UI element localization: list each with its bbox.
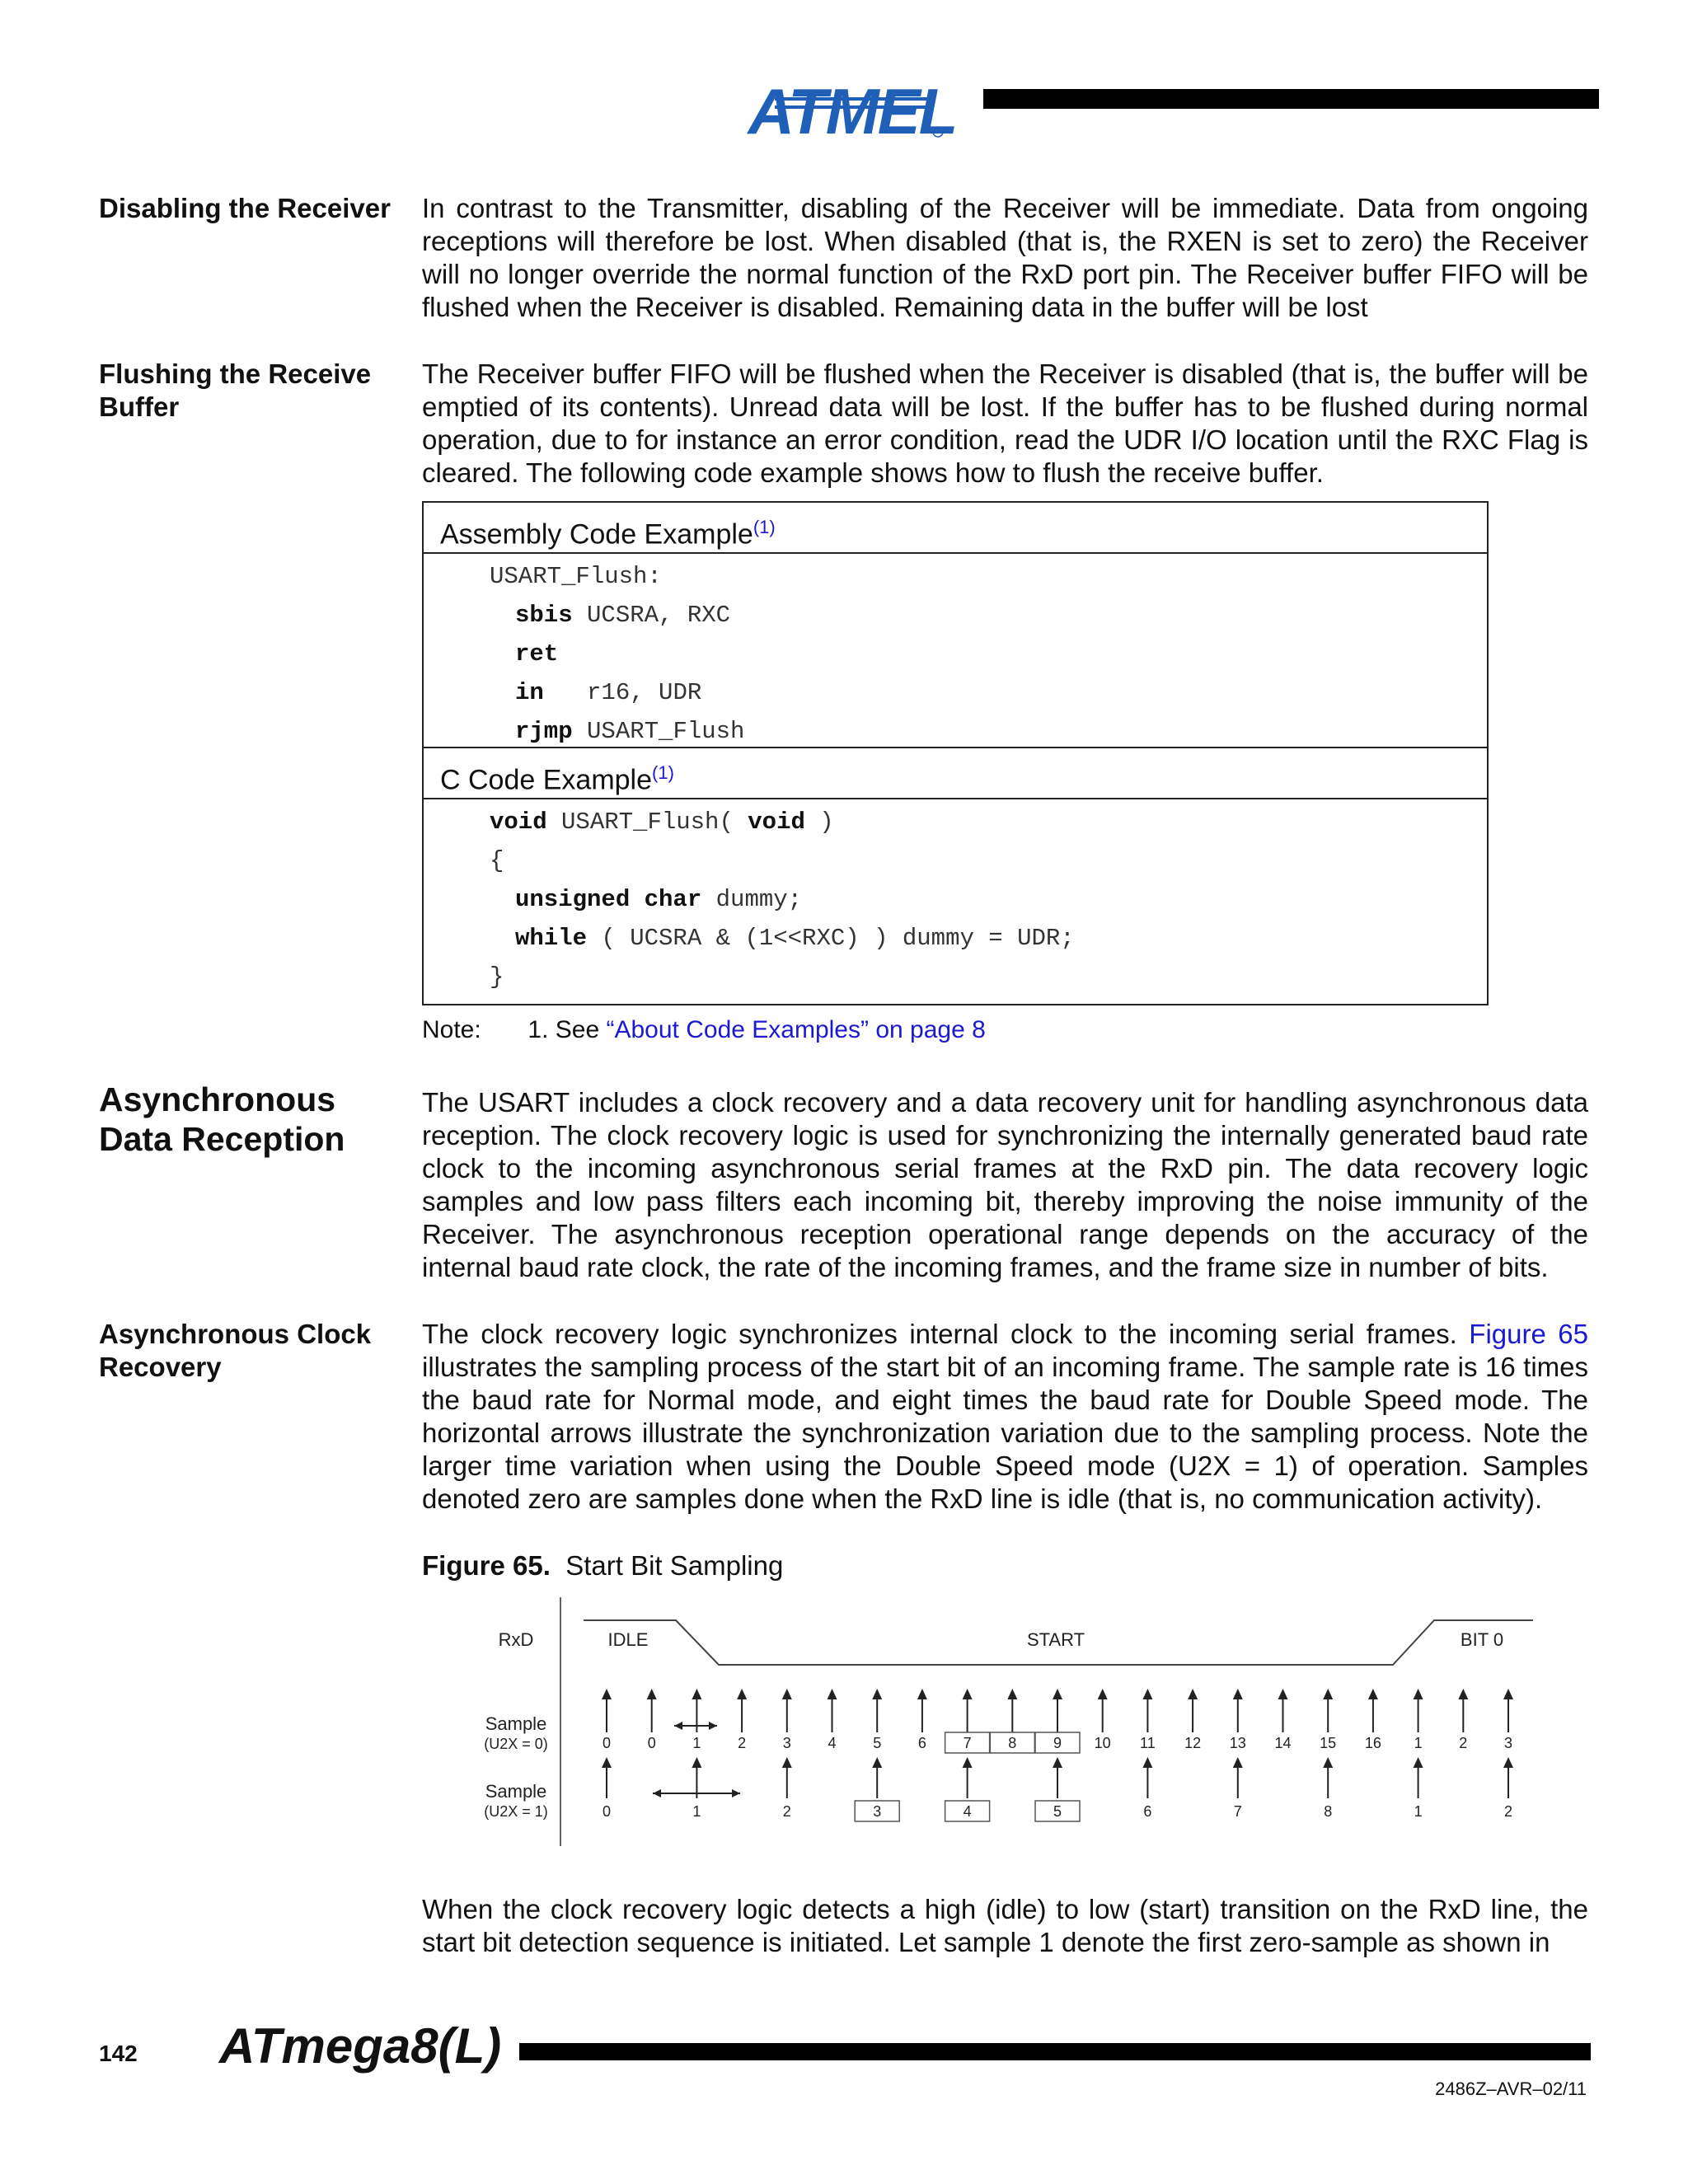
c-line: { xyxy=(490,847,504,874)
sample-marker xyxy=(782,1757,792,1820)
sample-label: 5 xyxy=(1053,1803,1062,1820)
sample-label-u2x1: Sample xyxy=(485,1781,547,1802)
sample-label: 10 xyxy=(1094,1735,1111,1751)
sample-marker xyxy=(782,1689,792,1751)
sample-marker xyxy=(647,1689,657,1751)
note-link[interactable]: “About Code Examples” on page 8 xyxy=(606,1016,986,1043)
asm-title: Assembly Code Example xyxy=(440,518,753,551)
sample-label: 15 xyxy=(1320,1735,1337,1751)
sample-marker xyxy=(1035,1757,1080,1821)
heading-async-clock-recovery: Asynchronous Clock Recovery xyxy=(99,1319,372,1382)
sample-marker xyxy=(917,1689,927,1751)
sample-marker xyxy=(737,1689,747,1751)
sample-marker xyxy=(1230,1689,1246,1751)
sample-arrowhead xyxy=(917,1689,927,1699)
sample-marker xyxy=(990,1689,1034,1753)
sample-arrowhead xyxy=(828,1689,837,1699)
rxd-label: RxD xyxy=(498,1629,534,1650)
sample-arrowhead xyxy=(872,1757,882,1768)
sample-marker xyxy=(1320,1689,1336,1751)
sample-arrowhead xyxy=(1278,1689,1288,1699)
sample-marker xyxy=(1142,1757,1152,1820)
sample-label: 3 xyxy=(1503,1735,1513,1751)
sample-arrowhead xyxy=(602,1757,612,1768)
sync-arrowhead-right xyxy=(732,1789,740,1797)
u2x0-sample-row xyxy=(602,1689,1513,1753)
sample-arrowhead xyxy=(1368,1689,1378,1699)
sample-marker xyxy=(1414,1757,1423,1820)
sample-label: 14 xyxy=(1274,1735,1292,1751)
sample-label: 4 xyxy=(963,1803,972,1820)
u2x0-label: (U2X = 0) xyxy=(484,1736,548,1752)
bit0-label: BIT 0 xyxy=(1460,1629,1504,1650)
sample-marker xyxy=(1323,1757,1333,1820)
sample-marker xyxy=(1035,1689,1080,1753)
sample-label: 8 xyxy=(1324,1803,1333,1820)
asm-code xyxy=(424,554,1487,748)
sample-label: 8 xyxy=(1008,1735,1017,1751)
asm-title-row xyxy=(424,503,1487,554)
sample-marker xyxy=(602,1689,612,1751)
u2x1-sample-row xyxy=(602,1757,1513,1821)
sample-label: 0 xyxy=(602,1803,612,1820)
sample-marker xyxy=(1233,1757,1243,1820)
c-line: void USART_Flush( void ) xyxy=(490,808,834,836)
sample-arrowhead xyxy=(1458,1689,1468,1699)
sample-label: 12 xyxy=(1184,1735,1202,1751)
sample-label-u2x0: Sample xyxy=(485,1713,547,1734)
sample-arrowhead xyxy=(1007,1689,1017,1699)
sample-label: 3 xyxy=(873,1803,882,1820)
sample-marker xyxy=(692,1757,701,1820)
sample-arrowhead xyxy=(1053,1689,1062,1699)
asm-line: in r16, UDR xyxy=(515,679,702,706)
sample-label: 7 xyxy=(1233,1803,1242,1820)
c-line: while ( UCSRA & (1<<RXC) ) dummy = UDR; xyxy=(515,925,1075,952)
sample-arrowhead xyxy=(782,1757,792,1768)
sample-label: 2 xyxy=(782,1803,791,1820)
c-line: unsigned char dummy; xyxy=(515,886,803,913)
footer-title: ATmega8(L) xyxy=(219,2018,502,2074)
heading-flushing-buffer: Flushing the Receive Buffer xyxy=(99,359,372,422)
sample-label: 0 xyxy=(602,1735,612,1751)
sample-arrowhead xyxy=(1053,1757,1062,1768)
c-title-row xyxy=(424,748,1487,799)
sample-arrowhead xyxy=(692,1689,701,1699)
sample-label: 4 xyxy=(828,1735,837,1751)
c-code xyxy=(424,799,1487,996)
sample-label: 6 xyxy=(917,1735,926,1751)
sample-arrowhead xyxy=(1323,1689,1333,1699)
sample-marker xyxy=(1414,1689,1423,1751)
sample-arrowhead xyxy=(872,1689,882,1699)
heading-async-reception: Asynchronous Data Reception xyxy=(99,1080,345,1158)
figure-caption xyxy=(422,1549,783,1582)
sample-label: 3 xyxy=(782,1735,791,1751)
para-async-clock-recovery: The clock recovery logic synchronizes internal clock to the incoming serial frames. Figure 65 illustrates the sampling process of the start bit of an incoming frame. The sample rate is 16 times the baud rate for Normal mode, and eight times the baud rate for Double Speed mode. The horizontal arrows illustrate the synchronization variation due to the sampling process. Note the larger time variation when using the Double Speed mode (U2X = 1) of operation. Samples denoted zero are samples done when the RxD line is idle (that is, no communication activity). xyxy=(422,1319,1588,1514)
logo-text: ATMEL xyxy=(748,75,957,148)
sample-marker xyxy=(1458,1689,1468,1751)
asm-line: sbis UCSRA, RXC xyxy=(515,602,731,629)
sample-label: 2 xyxy=(1459,1735,1468,1751)
sample-marker xyxy=(945,1689,990,1753)
sample-arrowhead xyxy=(782,1689,792,1699)
page-number: 142 xyxy=(99,2041,138,2066)
sample-marker xyxy=(1365,1689,1381,1751)
sample-arrowhead xyxy=(1142,1757,1152,1768)
sync-arrowhead-right xyxy=(709,1722,717,1730)
note-number: 1. xyxy=(528,1016,549,1043)
para-async-reception: The USART includes a clock recovery and a data recovery unit for handling asynchronous data reception. The clock recovery logic is used for synchronizing the internally generated baud rate clock to the incoming asynchronous serial frames at the RxD pin. The data recovery logic samples and low pass filters each incoming bit, thereby improving the noise immunity of the Receiver. The asynchronous reception operational range depends on the accuracy of the internal baud rate clock, the rate of the incoming frames, and the frame size in number of bits. xyxy=(422,1087,1588,1282)
sample-arrowhead xyxy=(1188,1689,1198,1699)
u2x1-label: (U2X = 1) xyxy=(484,1803,548,1820)
sample-arrowhead xyxy=(1503,1689,1513,1699)
sample-arrowhead xyxy=(1142,1689,1152,1699)
sample-label: 5 xyxy=(873,1735,882,1751)
c-note-ref[interactable]: (1) xyxy=(652,762,674,783)
sample-arrowhead xyxy=(692,1757,701,1768)
sample-marker xyxy=(1503,1689,1513,1751)
sample-label: 1 xyxy=(692,1735,701,1751)
para-start-detection: When the clock recovery logic detects a high (idle) to low (start) transition on the RxD line, the start bit detection sequence is initiated. Let sample 1 denote the first zero-sample as shown in xyxy=(422,1894,1588,1957)
asm-line: rjmp USART_Flush xyxy=(515,718,745,745)
asm-label: USART_Flush: xyxy=(490,563,662,590)
sample-label: 6 xyxy=(1143,1803,1152,1820)
c-title: C Code Example xyxy=(440,764,653,796)
sample-label: 7 xyxy=(963,1735,972,1751)
sample-marker xyxy=(872,1689,882,1751)
sample-arrowhead xyxy=(1098,1689,1108,1699)
sample-arrowhead xyxy=(1233,1757,1243,1768)
sample-marker xyxy=(945,1757,990,1821)
note xyxy=(422,1014,986,1047)
sample-marker xyxy=(602,1757,612,1820)
sample-arrowhead xyxy=(1323,1757,1333,1768)
asm-note-ref[interactable]: (1) xyxy=(753,517,776,537)
idle-label: IDLE xyxy=(607,1629,649,1650)
sample-marker xyxy=(1184,1689,1201,1751)
sample-arrowhead xyxy=(647,1689,657,1699)
sample-arrowhead xyxy=(1414,1689,1423,1699)
sample-marker xyxy=(1503,1757,1513,1820)
sample-arrowhead xyxy=(963,1689,973,1699)
sample-marker xyxy=(692,1689,701,1751)
sample-arrowhead xyxy=(1233,1689,1243,1699)
sample-label: 0 xyxy=(647,1735,656,1751)
sample-label: 9 xyxy=(1053,1735,1062,1751)
sample-arrowhead xyxy=(1414,1757,1423,1768)
figure-caption-label: Figure 65. xyxy=(422,1550,551,1581)
sample-arrowhead xyxy=(963,1757,973,1768)
sample-arrowhead xyxy=(737,1689,747,1699)
sample-label: 11 xyxy=(1140,1735,1156,1751)
sync-arrowhead-left xyxy=(674,1722,682,1730)
sample-marker xyxy=(855,1757,899,1821)
sample-label: 1 xyxy=(692,1803,701,1820)
para-flushing-buffer: The Receiver buffer FIFO will be flushed when the Receiver is disabled (that is, the buffer will be emptied of its contents). Unread data will be lost. If the buffer has to be flushed during normal operation, due to for instance an error condition, read the UDR I/O location until the RXC Flag is cleared. The following code example shows how to flush the receive buffer. xyxy=(422,359,1588,488)
sample-label: 1 xyxy=(1414,1735,1423,1751)
sample-arrowhead xyxy=(1503,1757,1513,1768)
start-label: START xyxy=(1026,1629,1085,1650)
heading-disabling-receiver: Disabling the Receiver xyxy=(99,193,391,223)
para-disabling-receiver: In contrast to the Transmitter, disabling of the Receiver will be immediate. Data from ongoing receptions will therefore be lost. When disabled (that is, the RXEN is set to zero) the Receiver will no longer override the normal function of the RxD port pin. The Receiver buffer FIFO will be flushed when the Receiver is disabled. Remaining data in the buffer will be lost xyxy=(422,193,1588,322)
atmel-logo xyxy=(748,58,957,148)
sync-arrowhead-left xyxy=(653,1789,661,1797)
sample-marker xyxy=(828,1689,837,1751)
note-text: See xyxy=(555,1016,607,1043)
footer-rule xyxy=(519,2043,1591,2060)
sample-arrowhead xyxy=(602,1689,612,1699)
sample-marker xyxy=(1095,1689,1111,1751)
asm-line: ret xyxy=(515,640,559,668)
sample-marker xyxy=(1140,1689,1156,1751)
note-label: Note: xyxy=(422,1016,481,1043)
sample-label: 1 xyxy=(1414,1803,1423,1820)
sample-label: 16 xyxy=(1364,1735,1381,1751)
sample-label: 2 xyxy=(738,1735,747,1751)
sample-label: 13 xyxy=(1229,1735,1246,1751)
c-line: } xyxy=(490,963,504,991)
sample-label: 2 xyxy=(1503,1803,1513,1820)
header-rule xyxy=(983,89,1599,109)
start-bit-sampling-diagram xyxy=(462,1591,1541,1854)
doc-code: 2486Z–AVR–02/11 xyxy=(1435,2079,1587,2099)
figure-65-link[interactable]: Figure 65 xyxy=(1469,1319,1588,1349)
code-example-box xyxy=(422,501,1489,1005)
sample-marker xyxy=(1274,1689,1291,1751)
figure-caption-text: Start Bit Sampling xyxy=(565,1550,784,1581)
